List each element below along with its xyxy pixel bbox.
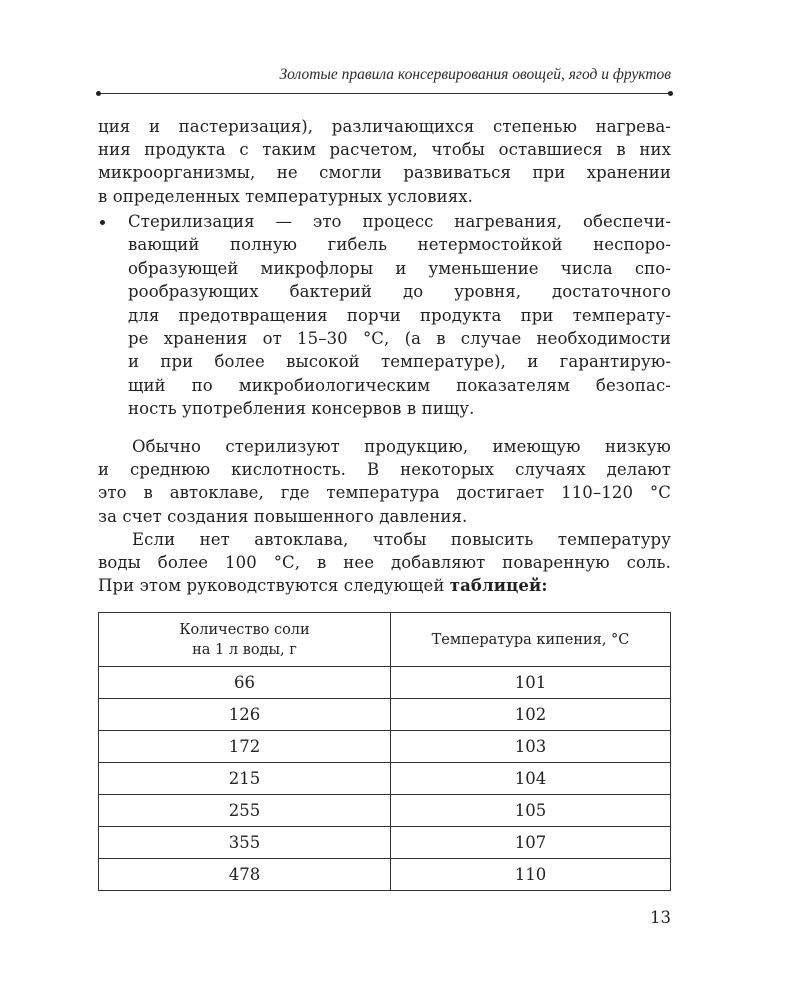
- text-line: Если нет автоклава, чтобы повысить температуру: [132, 529, 671, 549]
- cell-temp: 103: [391, 731, 671, 763]
- text-line: Стерилизация — это процесс нагревания, обеспечи-: [128, 212, 671, 231]
- cell-temp: 104: [391, 763, 671, 795]
- text-line: вающий полную гибель нетермостойкой неспоро-: [128, 235, 671, 255]
- cell-temp: 102: [391, 699, 671, 731]
- table-row: [99, 859, 671, 891]
- text-line: микроорганизмы, не смогли развиваться при хранении: [98, 163, 671, 183]
- text-line: ция и пастеризация), различающихся степенью нагрева-: [98, 117, 671, 136]
- cell-salt: 478: [99, 859, 391, 891]
- text-line: ре хранения от 15–30 °С, (а в случае необходимости: [128, 329, 671, 349]
- book-page: [98, 0, 671, 1000]
- header-salt-line2: на 1 л воды, г: [192, 641, 297, 658]
- table-row: [99, 795, 671, 827]
- text-line-table-intro: [98, 574, 671, 597]
- page-number: 13: [650, 908, 671, 927]
- salt-boiling-table: [98, 612, 671, 891]
- bullet-icon: [100, 220, 105, 225]
- cell-salt: 255: [99, 795, 391, 827]
- table-row: [99, 763, 671, 795]
- bullet-text: [128, 210, 671, 421]
- header-boiling-temp: Температура кипения, °С: [391, 613, 671, 667]
- header-salt-amount: [99, 613, 391, 667]
- cell-salt: 172: [99, 731, 391, 763]
- paragraph-sterilization-acidity: [98, 435, 671, 597]
- header-salt-line1: Количество соли: [179, 621, 310, 638]
- text-line: образующей микрофлоры и уменьшение числа спо-: [128, 258, 671, 278]
- text-line: Обычно стерилизуют продукцию, имеющую низкую: [132, 437, 671, 456]
- text-line: воды более 100 °С, в нее добавляют поваренную соль.: [98, 553, 671, 573]
- table-row: [99, 731, 671, 763]
- running-header: Золотые правила консервирования овощей, ягод и фруктов: [279, 66, 671, 83]
- text-line: щий по микробиологическим показателям безопас-: [128, 375, 671, 395]
- cell-salt: 355: [99, 827, 391, 859]
- text-line: и среднюю кислотность. В некоторых случаях делают: [98, 460, 671, 480]
- text-line: в определенных температурных условиях.: [98, 186, 474, 206]
- text-line: рообразующих бактерий до уровня, достаточного: [128, 282, 671, 302]
- table-row: [99, 827, 671, 859]
- cell-temp: 110: [391, 859, 671, 891]
- table-row: [99, 667, 671, 699]
- text-line: за счет создания повышенного давления.: [98, 506, 468, 526]
- cell-temp: 105: [391, 795, 671, 827]
- table-intro-bold: таблицей:: [449, 576, 548, 596]
- header-rule: [98, 93, 671, 94]
- table-row: [99, 699, 671, 731]
- text-line: и при более высокой температуре), и гарантирую-: [128, 352, 671, 372]
- text-line: это в автоклаве, где температура достигает 110–120 °С: [98, 483, 671, 503]
- cell-salt: 66: [99, 667, 391, 699]
- table-intro-text: При этом руководствуются следующей: [98, 576, 450, 596]
- paragraph-continuation: [98, 115, 671, 208]
- cell-salt: 126: [99, 699, 391, 731]
- cell-temp: 107: [391, 827, 671, 859]
- text-line: ность употребления консервов в пищу.: [128, 399, 475, 419]
- table-header-row: [99, 613, 671, 667]
- cell-salt: 215: [99, 763, 391, 795]
- text-line: для предотвращения порчи продукта при температу-: [128, 305, 671, 325]
- cell-temp: 101: [391, 667, 671, 699]
- text-line: ния продукта с таким расчетом, чтобы оставшиеся в них: [98, 140, 671, 160]
